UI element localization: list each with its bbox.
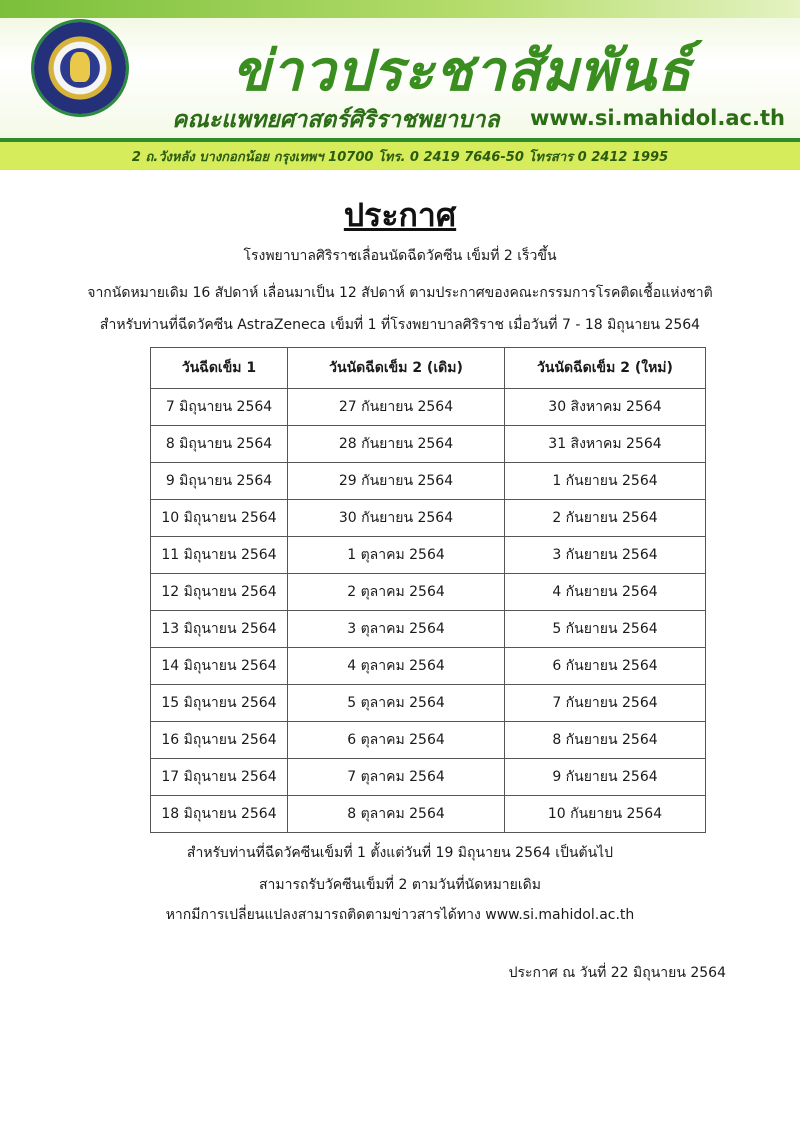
dose2-original-date: 2 ตุลาคม 2564 (288, 574, 505, 611)
dose2-original-date: 4 ตุลาคม 2564 (288, 648, 505, 685)
table-row (151, 648, 706, 685)
dose2-new-date: 1 กันยายน 2564 (505, 463, 706, 500)
dose1-date: 7 มิถุนายน 2564 (151, 389, 288, 426)
logo-emblem (70, 52, 90, 82)
dose2-original-date: 27 กันยายน 2564 (288, 389, 505, 426)
table-row (151, 796, 706, 833)
dose2-original-date: 7 ตุลาคม 2564 (288, 759, 505, 796)
footer-line-2: สามารถรับวัคซีนเข็มที่ 2 ตามวันที่นัดหมายเดิม (259, 877, 541, 893)
header-website: www.si.mahidol.ac.th (530, 106, 785, 130)
table-row (151, 389, 706, 426)
dose2-new-date: 3 กันยายน 2564 (505, 537, 706, 574)
dose2-original-date: 5 ตุลาคม 2564 (288, 685, 505, 722)
table-row (151, 500, 706, 537)
dose2-new-date: 8 กันยายน 2564 (505, 722, 706, 759)
announcement-title: ประกาศ (343, 196, 457, 234)
dose2-original-date: 6 ตุลาคม 2564 (288, 722, 505, 759)
dose1-date: 15 มิถุนายน 2564 (151, 685, 288, 722)
header-dose2-original: วันนัดฉีดเข็ม 2 (เดิม) (288, 348, 505, 389)
dose2-new-date: 5 กันยายน 2564 (505, 611, 706, 648)
header-title: ข่าวประชาสัมพันธ์ (232, 39, 692, 104)
dose2-original-date: 29 กันยายน 2564 (288, 463, 505, 500)
dose2-new-date: 10 กันยายน 2564 (505, 796, 706, 833)
dose1-date: 13 มิถุนายน 2564 (151, 611, 288, 648)
dose2-original-date: 28 กันยายน 2564 (288, 426, 505, 463)
dose2-original-date: 3 ตุลาคม 2564 (288, 611, 505, 648)
dose1-date: 10 มิถุนายน 2564 (151, 500, 288, 537)
dose1-date: 12 มิถุนายน 2564 (151, 574, 288, 611)
table-header-row (151, 348, 706, 389)
header-subtitle: คณะแพทยศาสตร์ศิริราชพยาบาล (172, 107, 500, 133)
dose1-date: 8 มิถุนายน 2564 (151, 426, 288, 463)
footer-line-3: หากมีการเปลี่ยนแปลงสามารถติดตามข่าวสารได้ทาง www.si.mahidol.ac.th (165, 907, 635, 923)
dose2-original-date: 30 กันยายน 2564 (288, 500, 505, 537)
table-row (151, 463, 706, 500)
footer-line-1: สำหรับท่านที่ฉีดวัคซีนเข็มที่ 1 ตั้งแต่วันที่ 19 มิถุนายน 2564 เป็นต้นไป (186, 845, 614, 861)
header-dose2-new: วันนัดฉีดเข็ม 2 (ใหม่) (505, 348, 706, 389)
table-row (151, 611, 706, 648)
faculty-logo-icon (34, 22, 126, 114)
dose2-new-date: 9 กันยายน 2564 (505, 759, 706, 796)
vaccine-schedule-table (150, 347, 706, 833)
dose2-new-date: 4 กันยายน 2564 (505, 574, 706, 611)
dose2-new-date: 6 กันยายน 2564 (505, 648, 706, 685)
dose2-new-date: 2 กันยายน 2564 (505, 500, 706, 537)
table-row (151, 722, 706, 759)
intro-line-1: โรงพยาบาลศิริราชเลื่อนนัดฉีดวัคซีน เข็มที่ 2 เร็วขึ้น (243, 248, 557, 264)
dose1-date: 18 มิถุนายน 2564 (151, 796, 288, 833)
announcement-date: ประกาศ ณ วันที่ 22 มิถุนายน 2564 (508, 965, 726, 981)
table-row (151, 574, 706, 611)
address-text: 2 ถ.วังหลัง บางกอกน้อย กรุงเทพฯ 10700 โทร. 0 2419 7646-50 โทรสาร 0 2412 1995 (131, 150, 669, 165)
dose1-date: 9 มิถุนายน 2564 (151, 463, 288, 500)
dose1-date: 14 มิถุนายน 2564 (151, 648, 288, 685)
dose2-original-date: 1 ตุลาคม 2564 (288, 537, 505, 574)
table-row (151, 685, 706, 722)
header-swoosh (0, 0, 800, 18)
dose2-new-date: 31 สิงหาคม 2564 (505, 426, 706, 463)
intro-line-2: จากนัดหมายเดิม 16 สัปดาห์ เลื่อนมาเป็น 12 สัปดาห์ ตามประกาศของคณะกรรมการโรคติดเชื้อแห่งชาติ (87, 285, 713, 301)
table-row (151, 537, 706, 574)
intro-line-3: สำหรับท่านที่ฉีดวัคซีน AstraZeneca เข็มที่ 1 ที่โรงพยาบาลศิริราช เมื่อวันที่ 7 - 18 มิถุนายน 2564 (99, 317, 701, 333)
dose1-date: 17 มิถุนายน 2564 (151, 759, 288, 796)
table-row (151, 426, 706, 463)
dose1-date: 16 มิถุนายน 2564 (151, 722, 288, 759)
header-dose1-date: วันฉีดเข็ม 1 (151, 348, 288, 389)
dose2-new-date: 7 กันยายน 2564 (505, 685, 706, 722)
dose2-new-date: 30 สิงหาคม 2564 (505, 389, 706, 426)
table-row (151, 759, 706, 796)
dose1-date: 11 มิถุนายน 2564 (151, 537, 288, 574)
dose2-original-date: 8 ตุลาคม 2564 (288, 796, 505, 833)
